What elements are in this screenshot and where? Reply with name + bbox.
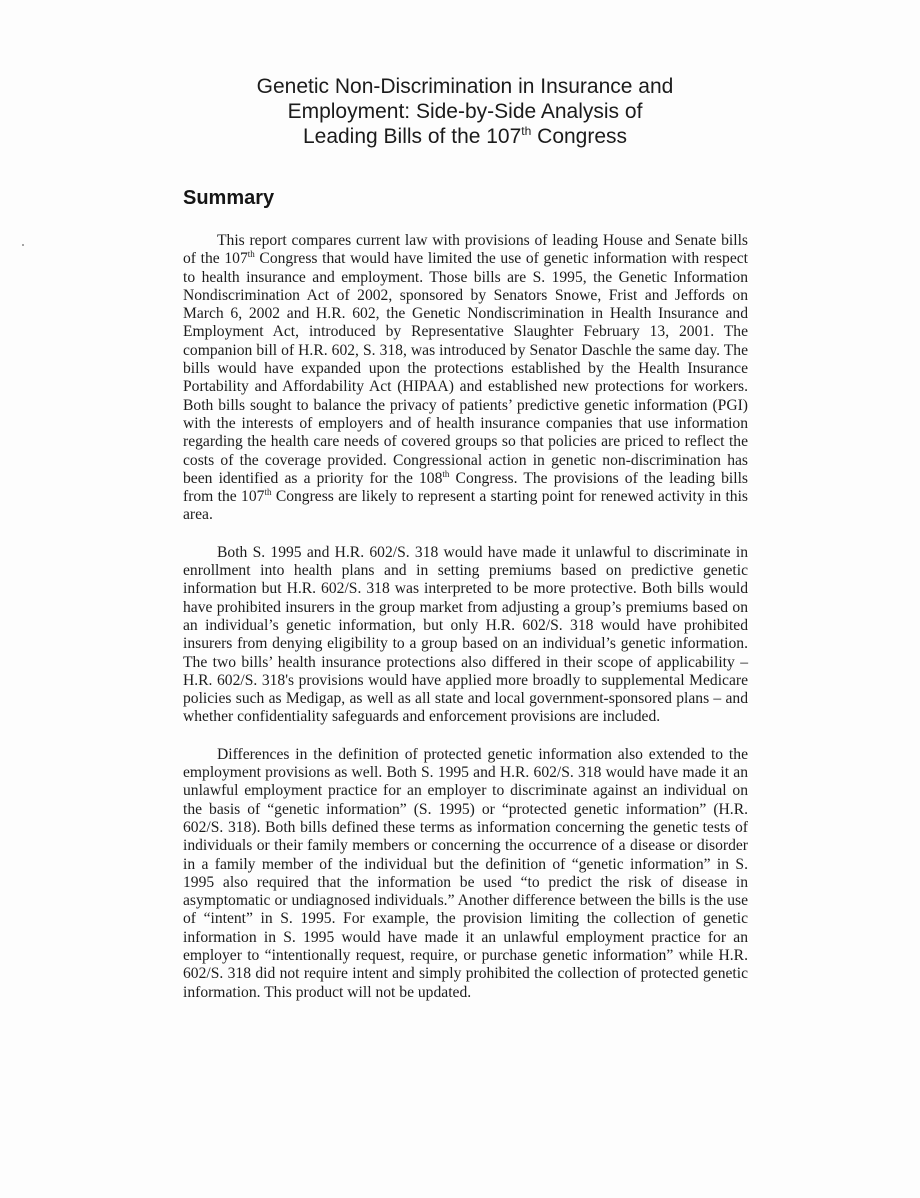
document-title [180,74,750,149]
paragraph-3: Differences in the definition of protected genetic information also extended to the employment provisions as well. Both S. 1995 and H.R. 602/S. 318 would have made it an unlawful employment practice for an employer to discriminate against an individual on the basis of “genetic information” (S. 1995) or “protected genetic information” (H.R. 602/S. 318). Both bills defined these terms as information concerning the genetic tests of individuals or their family members or concerning the occurrence of a disease or disorder in a family member of the individual but the definition of “genetic information” in S. 1995 also required that the information be used “to predict the risk of disease in asymptomatic or undiagnosed individuals.” Another difference between the bills is the use of “intent” in S. 1995. For example, the provision limiting the collection of genetic information in S. 1995 would have made it an unlawful employment practice for an employer to “intentionally request, require, or purchase genetic information” while H.R. 602/S. 318 did not require intent and simply prohibited the collection of protected genetic information. This product will not be updated. [183,745,748,1001]
p1-part-a: This report compares current law with provisions of leading House and Senate bills of the 107 [183,232,748,268]
p1-part-d: Congress are likely to represent a starting point for renewed activity in this area. [183,488,748,524]
title-line-1: Genetic Non-Discrimination in Insurance and [256,75,674,98]
paragraph-1 [183,232,748,525]
ordinal-suffix: th [264,487,272,498]
paragraph-2: Both S. 1995 and H.R. 602/S. 318 would have made it unlawful to discriminate in enrollment into health plans and in setting premiums based on predictive genetic information but H.R. 602/S. 318 was interpreted to be more protective. Both bills would have prohibited insurers in the group market from adjusting a group’s premiums based on an individual’s genetic information, but only H.R. 602/S. 318 would have prohibited insurers from denying eligibility to a group based on an individual’s genetic information. The two bills’ health insurance protections also differed in their scope of applicability – H.R. 602/S. 318's provisions would have applied more broadly to supplemental Medicare policies such as Medigap, as well as all state and local government-sponsored plans – and whether confidentiality safeguards and enforcement provisions are included. [183,543,748,726]
title-ordinal-suffix: th [521,124,532,138]
title-line-3-end: Congress [531,125,628,148]
p1-part-c: Congress. The provisions of the leading bills from the 107 [183,469,748,506]
title-line-3 [180,124,750,149]
section-heading: Summary [183,187,275,209]
title-line-2: Employment: Side-by-Side Analysis of [287,100,643,123]
ordinal-suffix: th [442,468,450,479]
title-line-3-text: Leading Bills of the 107 [302,125,522,148]
summary-body [183,232,748,1021]
ordinal-suffix: th [247,249,255,260]
scan-artifact [22,244,24,246]
p1-part-b: Congress that would have limited the use of genetic information with respect to health insurance and employment. Those bills are S. 1995, the Genetic Information Nondiscrimination Act of 2002, sponsored by Senators Snowe, Frist and Jeffords on March 6, 2002 and H.R. 602, the Genetic Nondiscrimination in Health Insurance and Employment Act, introduced by Representative Slaughter February 13, 2001. The companion bill of H.R. 602, S. 318, was introduced by Senator Daschle the same day. The bills would have expanded upon the protections established by the Health Insurance Portability and Affordability Act (HIPAA) and established new protections for workers. Both bills sought to balance the privacy of patients’ predictive genetic information (PGI) with the interests of employers and of health insurance companies that use information regarding the health care needs of covered groups so that policies are priced to reflect the costs of the coverage provided. Congressional action in genetic non-discrimination has been identified as a priority for the 108 [183,250,748,487]
